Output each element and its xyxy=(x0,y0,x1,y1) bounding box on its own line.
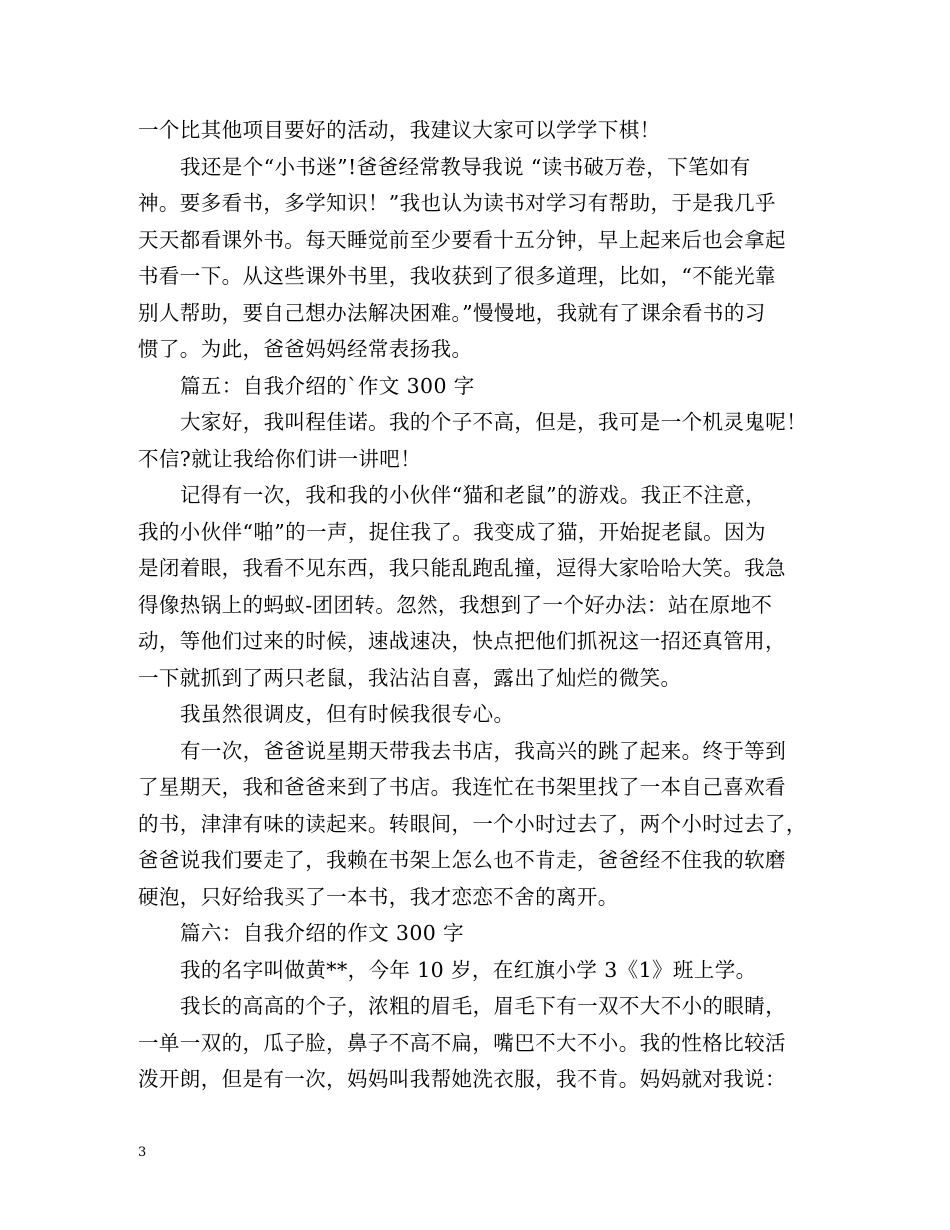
text-line: 一下就抓到了两只老鼠，我沾沾自喜，露出了灿烂的微笑。 xyxy=(138,665,682,690)
section-heading: 篇五：自我介绍的`作文 300 字 xyxy=(180,373,475,398)
text-line: 惯了。为此，爸爸妈妈经常表扬我。 xyxy=(138,337,473,361)
text-line: 我还是个“小书迷”!爸爸经常教导我说 “读书破万卷，下笔如有 xyxy=(180,154,751,179)
text-line: 记得有一次，我和我的小伙伴“猫和老鼠”的游戏。我正不注意， xyxy=(180,483,767,507)
text-line: 是闭着眼，我看不见东西，我只能乱跑乱撞，逗得大家哈哈大笑。我急 xyxy=(138,556,786,580)
section-heading: 篇六：自我介绍的作文 300 字 xyxy=(180,921,465,945)
text-line: 硬泡，只好给我买了一本书，我才恋恋不舍的离开。 xyxy=(138,884,619,909)
body-text xyxy=(138,112,828,1098)
text-line: 泼开朗，但是有一次，妈妈叫我帮她洗衣服，我不肯。妈妈就对我说： xyxy=(138,1067,786,1091)
text-line: 不信?就让我给你们讲一讲吧！ xyxy=(138,446,422,471)
text-line: 我长的高高的个子，浓粗的眉毛，眉毛下有一双不大不小的眼睛， xyxy=(180,994,787,1018)
text-line: 了星期天，我和爸爸来到了书店。我连忙在书架里找了一本自己喜欢看 xyxy=(138,775,786,799)
text-line: 书看一下。从这些课外书里，我收获到了很多道理，比如，“不能光靠 xyxy=(138,264,776,288)
text-line: 我虽然很调皮，但有时候我很专心。 xyxy=(180,702,515,726)
text-line: 我的名字叫做黄**，今年 10 岁，在红旗小学 3《1》班上学。 xyxy=(180,957,757,982)
text-line: 大家好，我叫程佳诺。我的个子不高，但是，我可是一个机灵鬼呢！ xyxy=(180,410,807,434)
text-line: 的书，津津有味的读起来。转眼间，一个小时过去了，两个小时过去了， xyxy=(138,811,807,836)
text-line: 得像热锅上的蚂蚁-团团转。忽然，我想到了一个好办法：站在原地不 xyxy=(138,592,773,617)
text-line: 神。要多看书，多学知识！”我也认为读书对学习有帮助，于是我几乎 xyxy=(138,191,776,215)
text-line: 天天都看课外书。每天睡觉前至少要看十五分钟，早上起来后也会拿起 xyxy=(138,227,786,252)
page-number: 3 xyxy=(138,1145,147,1160)
text-line: 我的小伙伴“啪”的一声，捉住我了。我变成了猫，开始捉老鼠。因为 xyxy=(138,519,766,544)
text-line: 动，等他们过来的时候，速战速决，快点把他们抓祝这一招还真管用， xyxy=(138,629,786,653)
text-line: 别人帮助，要自己想办法解决困难。”慢慢地，我就有了课余看书的习 xyxy=(138,300,766,325)
text-line: 有一次，爸爸说星期天带我去书店，我高兴的跳了起来。终于等到 xyxy=(180,738,787,763)
text-line: 一个比其他项目要好的活动，我建议大家可以学学下棋！ xyxy=(138,118,661,142)
text-line: 一单一双的，瓜子脸，鼻子不高不扁，嘴巴不大不小。我的性格比较活 xyxy=(138,1030,786,1055)
text-line: 爸爸说我们要走了，我赖在书架上怎么也不肯走，爸爸经不住我的软磨 xyxy=(138,848,786,872)
